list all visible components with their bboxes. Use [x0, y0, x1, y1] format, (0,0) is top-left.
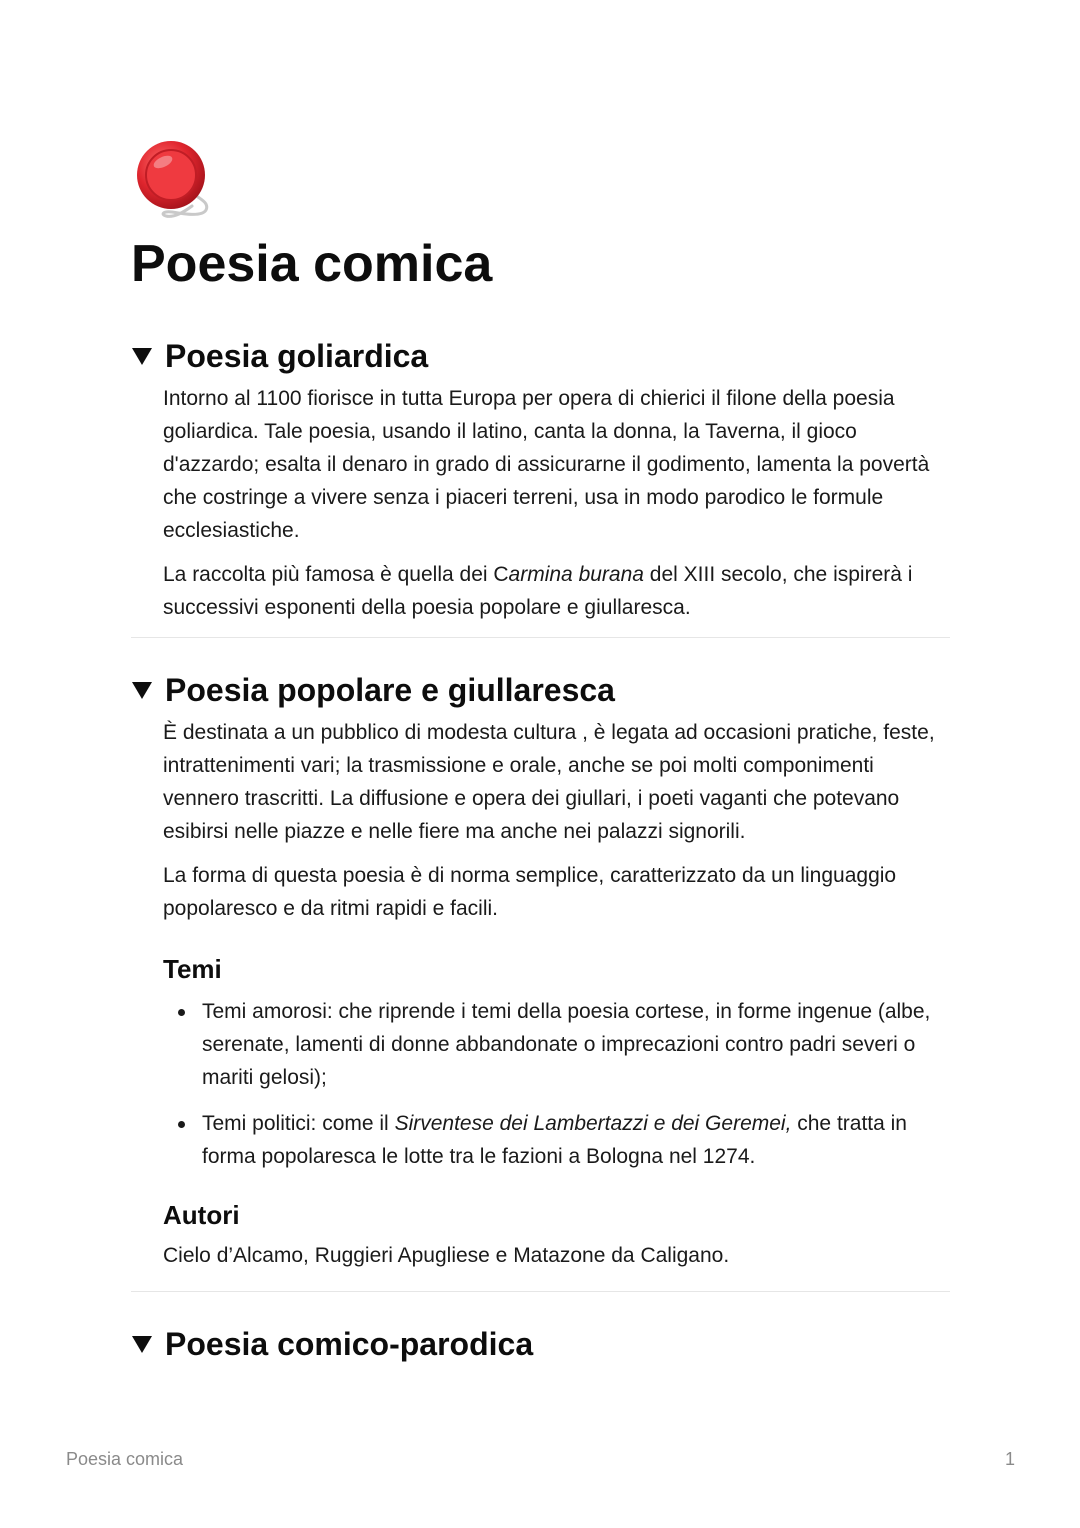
paragraph-text: del XIII secolo, che ispirerà i successivi esponenti della poesia popolare e giullaresca.	[163, 563, 913, 619]
list-item: Temi amorosi: che riprende i temi della poesia cortese, in forme ingenue (albe, serenate, lamenti di donne abbandonate o imprecazioni contro padri severi o mariti gelosi);	[202, 995, 945, 1094]
subheading-temi: Temi	[163, 954, 222, 984]
page-title: Poesia comica	[131, 235, 493, 293]
paragraph-italic-text: armina burana	[508, 563, 644, 586]
paragraph	[163, 558, 945, 624]
list-item-text: Temi politici: come il	[202, 1112, 395, 1135]
toggle-poesia-goliardica	[131, 334, 951, 624]
toggle-header-goliardica[interactable]	[131, 334, 951, 378]
section-title: Poesia popolare e giullaresca	[165, 672, 615, 708]
paragraph-text: La raccolta più famosa è quella dei C	[163, 563, 509, 586]
triangle-down-icon[interactable]	[131, 346, 153, 366]
temi-list	[163, 995, 945, 1173]
section-body	[131, 716, 951, 1272]
list-item	[202, 1107, 945, 1173]
subheading-autori: Autori	[163, 1200, 240, 1230]
paragraph: È destinata a un pubblico di modesta cultura , è legata ad occasioni pratiche, feste, intrattenimenti vari; la trasmissione e orale, anche se poi molti componimenti vennero trascritti. La diffusione e opera dei giullari, i poeti vaganti che potevano esibirsi nelle piazze e nelle fiere ma anche nei palazzi signorili.	[163, 721, 935, 843]
footer-page-number: 1	[1004, 1449, 1015, 1469]
divider	[131, 1291, 950, 1292]
toggle-header-comico-parodica[interactable]	[131, 1322, 951, 1366]
yo-yo-icon	[136, 140, 212, 220]
list-item-italic-text: Sirventese dei Lambertazzi e dei Geremei,	[394, 1112, 792, 1135]
footer-document-title: Poesia comica	[66, 1449, 184, 1469]
paragraph: La forma di questa poesia è di norma semplice, caratterizzato da un linguaggio popolaresco e da ritmi rapidi e facili.	[163, 864, 897, 920]
section-title: Poesia comico-parodica	[165, 1326, 534, 1362]
toggle-poesia-popolare	[131, 668, 951, 1272]
section-body	[131, 382, 951, 624]
paragraph: Intorno al 1100 fiorisce in tutta Europa per opera di chierici il filone della poesia goliardica. Tale poesia, usando il latino, canta la donna, la Taverna, il gioco d'azzardo; esalta il denaro in grado di assicurarne il godimento, lamenta la povertà che costringe a vivere senza i piaceri terreni, usa in modo parodico le formule ecclesiastiche.	[163, 387, 930, 542]
section-title: Poesia goliardica	[165, 338, 429, 374]
toggle-poesia-comico-parodica	[131, 1322, 951, 1366]
paragraph: Cielo d’Alcamo, Ruggieri Apugliese e Matazone da Caligano.	[163, 1244, 730, 1267]
divider	[131, 637, 950, 638]
list-item-text: che tratta in forma popolaresca le lotte tra le fazioni a Bologna nel 1274.	[202, 1112, 907, 1168]
toggle-header-popolare[interactable]	[131, 668, 951, 712]
triangle-down-icon[interactable]	[131, 680, 153, 700]
triangle-down-icon[interactable]	[131, 1334, 153, 1354]
